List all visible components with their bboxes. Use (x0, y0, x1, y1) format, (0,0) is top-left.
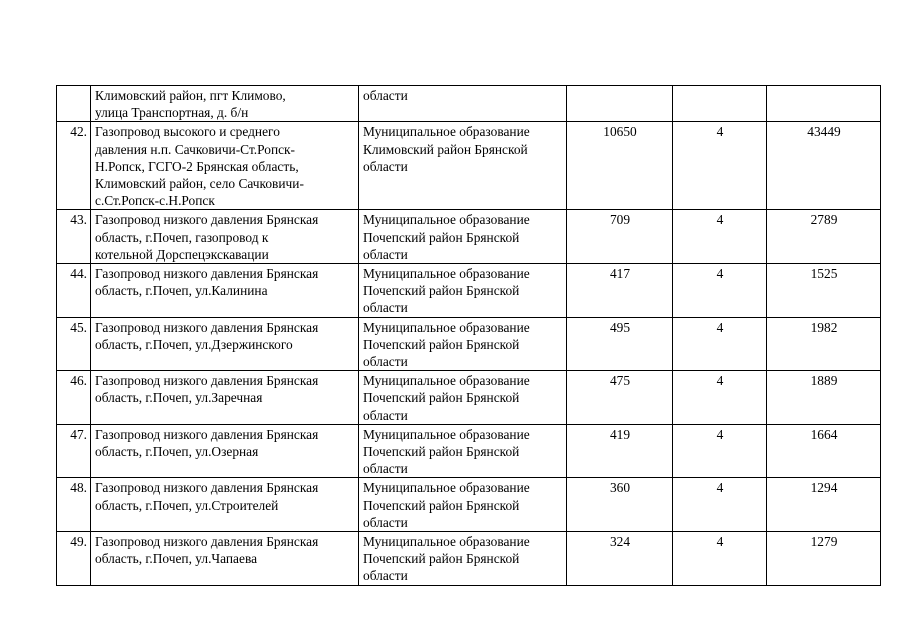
table-row (57, 210, 881, 264)
count-cell: 4 (673, 371, 767, 425)
object-name-cell (91, 122, 359, 210)
row-number-cell: 49. (57, 532, 91, 586)
object-name-line: область, г.Почеп, ул.Чапаева (95, 551, 258, 567)
owner-line: Почепский район Брянской (363, 283, 520, 299)
object-name-line: Климовский район, село Сачковичи- (95, 176, 304, 192)
object-name-line: Газопровод низкого давления Брянская (95, 266, 319, 282)
owner-line: Климовский район Брянской (363, 141, 528, 157)
owner-cell (359, 424, 567, 478)
owner-line: области (363, 461, 408, 477)
value-cell: 1525 (767, 264, 881, 318)
object-name-line: давления н.п. Сачковичи-Ст.Ропск- (95, 141, 296, 157)
object-name-cell (91, 317, 359, 371)
length-cell: 475 (567, 371, 673, 425)
owner-line: Муниципальное образование (363, 426, 530, 442)
length-cell: 324 (567, 532, 673, 586)
length-cell: 495 (567, 317, 673, 371)
owner-line: Муниципальное образование (363, 212, 530, 228)
owner-cell (359, 264, 567, 318)
value-cell: 1982 (767, 317, 881, 371)
value-cell: 1664 (767, 424, 881, 478)
object-name-line: Н.Ропск, ГСГО-2 Брянская область, (95, 158, 299, 174)
object-name-cell (91, 478, 359, 532)
owner-line: Почепский район Брянской (363, 229, 520, 245)
owner-line: области (363, 568, 408, 584)
owner-line: Почепский район Брянской (363, 336, 520, 352)
row-number-cell (57, 86, 91, 122)
object-name-line: с.Ст.Ропск-с.Н.Ропск (95, 193, 215, 209)
owner-cell (359, 86, 567, 122)
table-row (57, 122, 881, 210)
object-name-line: Газопровод высокого и среднего (95, 124, 280, 140)
value-cell: 1294 (767, 478, 881, 532)
count-cell: 4 (673, 317, 767, 371)
table-row (57, 478, 881, 532)
length-cell (567, 86, 673, 122)
object-name-line: область, г.Почеп, ул.Дзержинского (95, 336, 293, 352)
count-cell: 4 (673, 532, 767, 586)
owner-line: Муниципальное образование (363, 124, 530, 140)
registry-table (56, 85, 881, 586)
object-name-cell (91, 532, 359, 586)
owner-line: области (363, 88, 408, 103)
object-name-line: улица Транспортная, д. б/н (95, 105, 249, 121)
row-number-cell: 43. (57, 210, 91, 264)
count-cell: 4 (673, 424, 767, 478)
value-cell: 43449 (767, 122, 881, 210)
row-number-cell: 47. (57, 424, 91, 478)
owner-line: Почепский район Брянской (363, 497, 520, 513)
owner-line: Муниципальное образование (363, 373, 530, 389)
length-cell: 417 (567, 264, 673, 318)
row-number-cell: 48. (57, 478, 91, 532)
owner-cell (359, 210, 567, 264)
owner-cell (359, 371, 567, 425)
row-number-cell: 45. (57, 317, 91, 371)
owner-line: Муниципальное образование (363, 480, 530, 496)
owner-cell (359, 122, 567, 210)
registry-table-body (57, 86, 881, 586)
count-cell: 4 (673, 264, 767, 318)
row-number-cell: 46. (57, 371, 91, 425)
object-name-line: Газопровод низкого давления Брянская (95, 319, 319, 335)
table-row (57, 424, 881, 478)
object-name-line: область, г.Почеп, газопровод к (95, 229, 269, 245)
object-name-line: котельной Дорспецэкскавации (95, 246, 269, 262)
value-cell: 2789 (767, 210, 881, 264)
object-name-line: Газопровод низкого давления Брянская (95, 373, 319, 389)
object-name-cell (91, 264, 359, 318)
table-row (57, 86, 881, 122)
owner-line: Муниципальное образование (363, 534, 530, 550)
table-row (57, 317, 881, 371)
count-cell (673, 86, 767, 122)
length-cell: 709 (567, 210, 673, 264)
length-cell: 419 (567, 424, 673, 478)
owner-line: области (363, 354, 408, 370)
object-name-cell (91, 424, 359, 478)
owner-cell (359, 478, 567, 532)
owner-line: Почепский район Брянской (363, 551, 520, 567)
value-cell: 1889 (767, 371, 881, 425)
value-cell (767, 86, 881, 122)
owner-line: области (363, 407, 408, 423)
length-cell: 10650 (567, 122, 673, 210)
object-name-line: Газопровод низкого давления Брянская (95, 534, 319, 550)
owner-line: области (363, 514, 408, 530)
table-row (57, 371, 881, 425)
object-name-line: Газопровод низкого давления Брянская (95, 426, 319, 442)
table-row (57, 532, 881, 586)
table-row (57, 264, 881, 318)
object-name-cell (91, 371, 359, 425)
owner-line: Муниципальное образование (363, 266, 530, 282)
row-number-cell: 44. (57, 264, 91, 318)
object-name-line: область, г.Почеп, ул.Строителей (95, 497, 279, 513)
object-name-line: Газопровод низкого давления Брянская (95, 212, 319, 228)
object-name-line: Газопровод низкого давления Брянская (95, 480, 319, 496)
object-name-cell (91, 210, 359, 264)
owner-line: Муниципальное образование (363, 319, 530, 335)
owner-line: Почепский район Брянской (363, 390, 520, 406)
count-cell: 4 (673, 122, 767, 210)
owner-line: области (363, 158, 408, 174)
owner-cell (359, 317, 567, 371)
owner-line: Почепский район Брянской (363, 444, 520, 460)
length-cell: 360 (567, 478, 673, 532)
owner-line: области (363, 246, 408, 262)
object-name-line: область, г.Почеп, ул.Озерная (95, 444, 259, 460)
owner-cell (359, 532, 567, 586)
row-number-cell: 42. (57, 122, 91, 210)
object-name-line: область, г.Почеп, ул.Заречная (95, 390, 263, 406)
value-cell: 1279 (767, 532, 881, 586)
object-name-line: область, г.Почеп, ул.Калинина (95, 283, 268, 299)
owner-line: области (363, 300, 408, 316)
object-name-cell (91, 86, 359, 122)
count-cell: 4 (673, 210, 767, 264)
object-name-line: Климовский район, пгт Климово, (95, 88, 286, 103)
count-cell: 4 (673, 478, 767, 532)
